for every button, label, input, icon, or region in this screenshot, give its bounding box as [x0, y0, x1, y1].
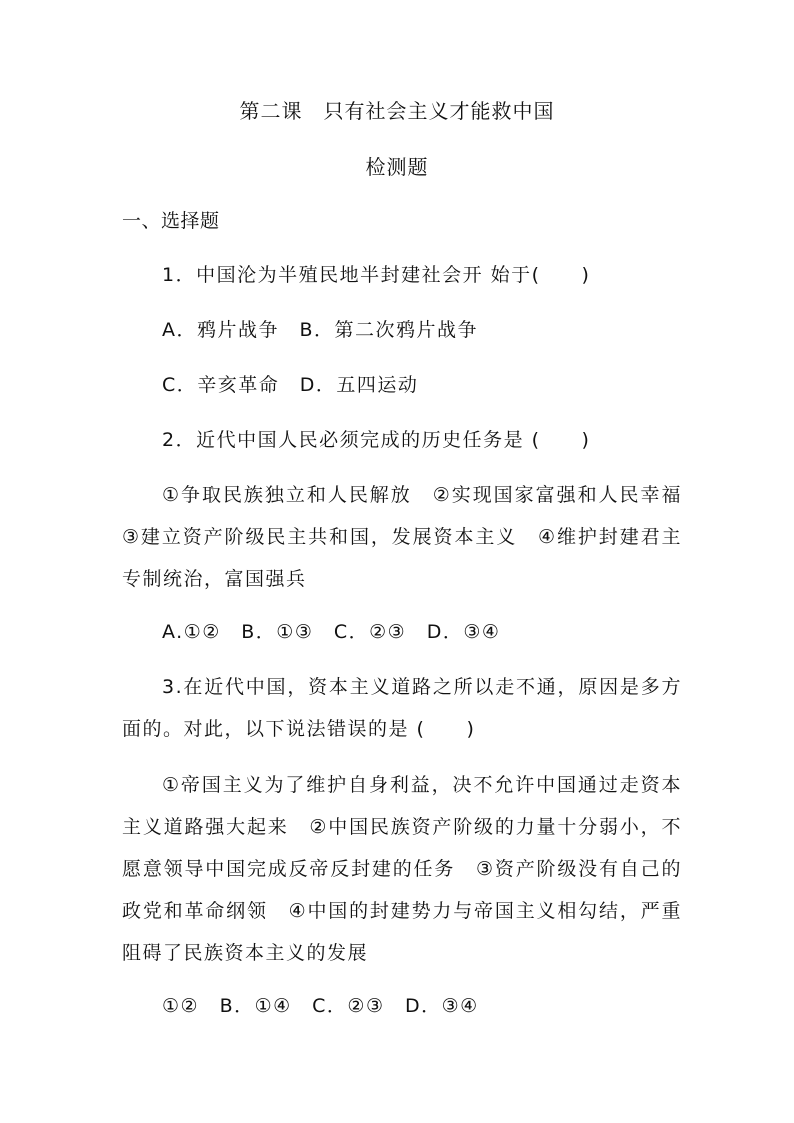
question-2-statements: ①争取民族独立和人民解放 ②实现国家富强和人民幸福 ③建立资产阶级民主共和国，发展资本主义 ④维护封建君主专制统治，富国强兵 [122, 484, 703, 590]
question-1-options-c-d: C．辛亥革命 D．五四运动 [162, 374, 419, 396]
question-2-stem: 2．近代中国人民必须完成的历史任务是 ( ) [162, 429, 591, 451]
page-title: 第二课 只有社会主义才能救中国 [239, 99, 555, 123]
section-heading: 一、选择题 [122, 210, 220, 232]
page-subtitle: 检测题 [365, 155, 429, 179]
question-2-options: A.①② B．①③ C．②③ D．③④ [162, 621, 501, 643]
question-1-options-a-b: A．鸦片战争 B．第二次鸦片战争 [162, 319, 479, 341]
question-3-statements: ①帝国主义为了维护自身利益，决不允许中国通过走资本主义道路强大起来 ②中国民族资产阶级的力量十分弱小，不愿意领导中国完成反帝反封建的任务 ③资产阶级没有自己的政党和革命纲领 ④中国的封建势力与帝国主义相勾结，严重阻碍了民族资本主义的发展 [122, 774, 682, 964]
question-1-stem: 1．中国沦为半殖民地半封建社会开 始于( ) [162, 264, 591, 286]
question-3-options: ①② B．①④ C．②③ D．③④ [162, 995, 479, 1017]
question-3-stem: 3.在近代中国，资本主义道路之所以走不通，原因是多方面的。对此，以下说法错误的是 ( ) [122, 676, 682, 740]
